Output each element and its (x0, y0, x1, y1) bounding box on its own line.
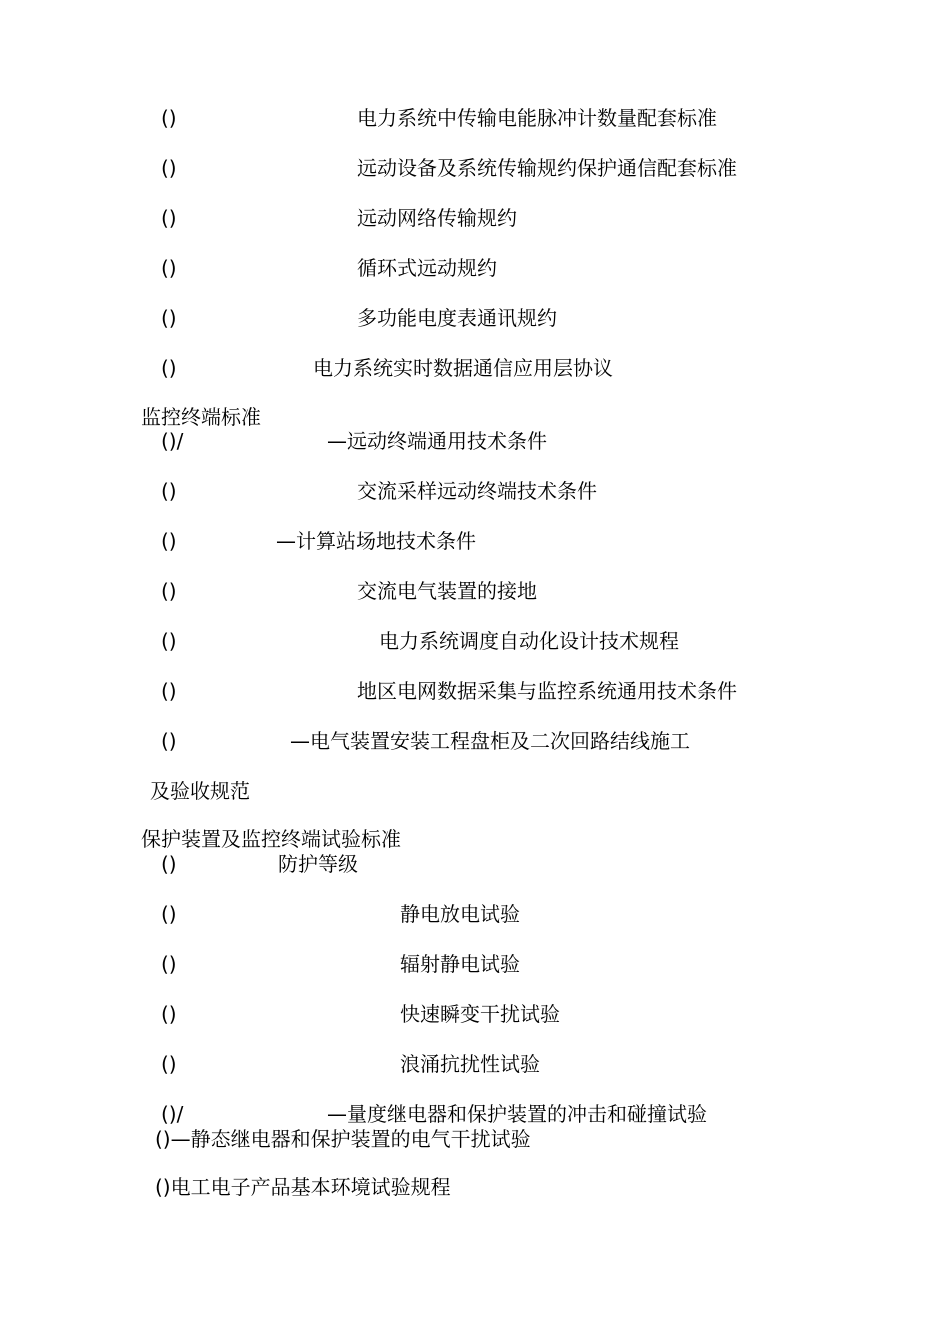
paren-marker: () (161, 306, 177, 330)
paren-marker: () (161, 1002, 177, 1026)
paren-marker: () (161, 529, 177, 553)
standard-title: 电力系统调度自动化设计技术规程 (379, 629, 679, 653)
standard-title: 防护等级 (278, 852, 358, 876)
paren-marker: () (161, 729, 177, 753)
paren-marker: ()/ (161, 429, 184, 453)
standard-title: 浪涌抗扰性试验 (400, 1052, 540, 1076)
standard-title: 循环式远动规约 (357, 256, 497, 280)
standard-title: 远动设备及系统传输规约保护通信配套标准 (357, 156, 737, 180)
paren-marker: () (161, 679, 177, 703)
paren-marker: () (161, 952, 177, 976)
paren-marker: () (161, 629, 177, 653)
standard-title: 电力系统实时数据通信应用层协议 (313, 356, 613, 380)
standard-title: —远动终端通用技术条件 (327, 429, 547, 453)
standard-title: 静电放电试验 (400, 902, 520, 926)
standard-title: 多功能电度表通讯规约 (357, 306, 557, 330)
standard-title: ()电工电子产品基本环境试验规程 (155, 1175, 451, 1199)
standard-title: 交流采样远动终端技术条件 (357, 479, 597, 503)
paren-marker: () (161, 256, 177, 280)
standard-title: 地区电网数据采集与监控系统通用技术条件 (357, 679, 737, 703)
standard-title: —计算站场地技术条件 (276, 529, 476, 553)
standard-title: 交流电气装置的接地 (357, 579, 537, 603)
standard-title: —电气装置安装工程盘柜及二次回路结线施工 (290, 729, 690, 753)
paren-marker: () (161, 852, 177, 876)
paren-marker: () (161, 356, 177, 380)
paren-marker: () (161, 1052, 177, 1076)
paren-marker: () (161, 479, 177, 503)
continuation-text: 及验收规范 (150, 779, 250, 803)
paren-marker: () (161, 206, 177, 230)
paren-marker: () (161, 579, 177, 603)
paren-marker: () (161, 156, 177, 180)
section-heading: 保护装置及监控终端试验标准 (141, 827, 401, 851)
standard-title: 电力系统中传输电能脉冲计数量配套标准 (357, 106, 717, 130)
standard-title: 远动网络传输规约 (357, 206, 517, 230)
paren-marker: () (161, 106, 177, 130)
standard-title: —量度继电器和保护装置的冲击和碰撞试验 (327, 1102, 707, 1126)
paren-marker: () (161, 902, 177, 926)
standard-title: 快速瞬变干扰试验 (400, 1002, 560, 1026)
paren-marker: ()/ (161, 1102, 184, 1126)
standard-title: 辐射静电试验 (400, 952, 520, 976)
standard-title: ()—静态继电器和保护装置的电气干扰试验 (155, 1127, 531, 1151)
section-heading: 监控终端标准 (141, 405, 261, 429)
